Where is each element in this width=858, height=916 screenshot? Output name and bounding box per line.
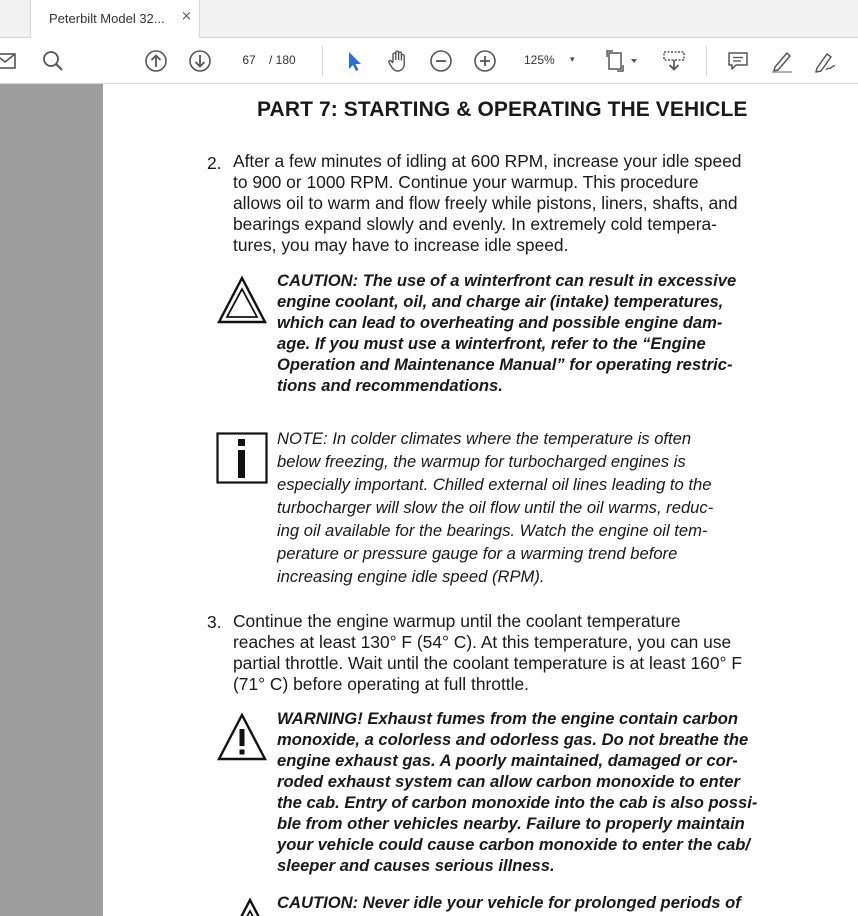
text-line: especially important. Chilled external oil lines leading to the: [277, 475, 712, 494]
viewer-gutter: [0, 84, 103, 916]
text-line: partial throttle. Wait until the coolant temperature is at least 160° F: [233, 653, 742, 673]
sign-icon[interactable]: [812, 48, 838, 74]
text-line: (71° C) before operating at full throttle.: [233, 674, 529, 694]
search-icon[interactable]: [40, 48, 66, 74]
chevron-down-icon: ▾: [570, 55, 575, 65]
page-number-input[interactable]: 67: [242, 53, 256, 67]
text-line: increasing engine idle speed (RPM).: [277, 567, 545, 586]
text-line: reaches at least 130° F (54° C). At this temperature, you can use: [233, 632, 732, 652]
text-line: tures, you may have to increase idle speed.: [233, 235, 569, 255]
info-icon: [216, 432, 268, 484]
text-line: monoxide, a colorless and odorless gas. Do not breathe the: [277, 730, 749, 749]
text-line: CAUTION: Never idle your vehicle for prolonged periods of: [277, 893, 741, 912]
select-cursor-icon[interactable]: [341, 48, 367, 74]
text-line: ble from other vehicles nearby. Failure to properly maintain: [277, 814, 745, 833]
page-total: / 180: [269, 53, 296, 67]
caution-triangle-icon: [216, 275, 268, 327]
text-line: ing oil available for the bearings. Watch the engine oil tem-: [277, 521, 708, 540]
zoom-select[interactable]: [516, 49, 588, 71]
page-up-icon[interactable]: [143, 48, 169, 74]
document-tab[interactable]: [30, 0, 200, 38]
page-title: PART 7: STARTING & OPERATING THE VEHICLE: [257, 98, 748, 121]
text-line: bearings expand slowly and evenly. In extremely cold tempera-: [233, 214, 717, 234]
text-line: which can lead to overheating and possible engine dam-: [277, 313, 723, 332]
text-line: the cab. Entry of carbon monoxide into the cab is also possi-: [277, 793, 758, 812]
rotate-icon[interactable]: [661, 48, 687, 74]
text-line: Operation and Maintenance Manual” for operating restric-: [277, 355, 733, 374]
close-icon[interactable]: ×: [181, 9, 192, 24]
text-line: to 900 or 1000 RPM. Continue your warmup. This procedure: [233, 172, 699, 192]
text-line: allows oil to warm and flow freely while pistons, liners, shafts, and: [233, 193, 738, 213]
fit-page-icon[interactable]: [605, 48, 641, 74]
text-line: perature or pressure gauge for a warming trend before: [277, 544, 678, 563]
text-line: engine exhaust gas. A poorly maintained, damaged or cor-: [277, 751, 738, 770]
text-line: sleeper and causes serious illness.: [277, 856, 555, 875]
text-line: CAUTION: The use of a winterfront can result in excessive: [277, 271, 737, 290]
zoom-in-icon[interactable]: [472, 48, 498, 74]
text-line: roded exhaust system can allow carbon monoxide to enter: [277, 772, 740, 791]
caution-triangle-icon: [224, 897, 276, 916]
zoom-value: 125%: [524, 53, 555, 67]
toolbar-divider: [706, 46, 707, 76]
item-number: 2.: [207, 153, 222, 173]
text-line: age. If you must use a winterfront, refer to the “Engine: [277, 334, 706, 353]
text-line: turbocharger will slow the oil flow until the oil warms, reduc-: [277, 498, 714, 517]
tab-title: Peterbilt Model 32...: [49, 11, 165, 26]
item-number: 3.: [207, 612, 222, 632]
text-line: tions and recommendations.: [277, 376, 503, 395]
comment-icon[interactable]: [725, 48, 751, 74]
pdf-page[interactable]: [103, 84, 858, 916]
zoom-out-icon[interactable]: [428, 48, 454, 74]
text-line: NOTE: In colder climates where the temperature is often: [277, 429, 692, 448]
page-down-icon[interactable]: [187, 48, 213, 74]
text-line: Continue the engine warmup until the coolant temperature: [233, 611, 681, 631]
pdf-toolbar: [0, 38, 858, 84]
hand-icon[interactable]: [385, 48, 411, 74]
text-line: engine coolant, oil, and charge air (intake) temperatures,: [277, 292, 724, 311]
draw-icon[interactable]: [769, 48, 795, 74]
text-line: your vehicle could cause carbon monoxide to enter the cab/: [277, 835, 751, 854]
tab-bar: [0, 0, 858, 38]
warning-exclamation-icon: [216, 712, 268, 764]
text-line: WARNING! Exhaust fumes from the engine contain carbon: [277, 709, 738, 728]
toolbar-divider: [322, 46, 323, 76]
mail-icon[interactable]: [0, 48, 18, 74]
text-line: After a few minutes of idling at 600 RPM, increase your idle speed: [233, 151, 742, 171]
text-line: below freezing, the warmup for turbocharged engines is: [277, 452, 686, 471]
